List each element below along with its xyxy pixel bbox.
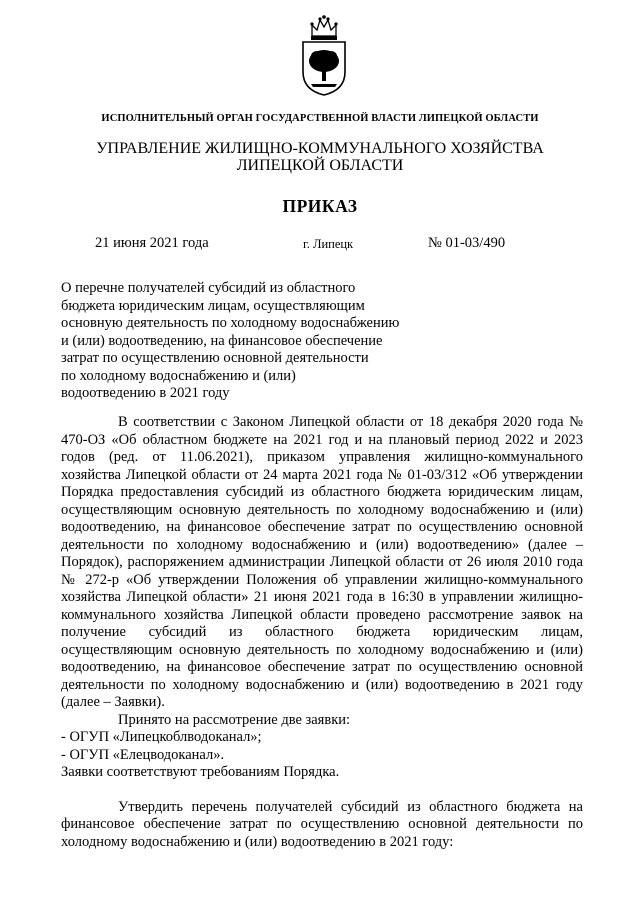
- body-paragraph-resolution: Утвердить перечень получателей субсидий из областного бюджета на финансовое обеспечение затрат по осуществлению основной деятельности по холодному водоснабжению и (или) водоотведению в 2021 году:: [61, 798, 583, 850]
- applicant-item: - ОГУП «Елецводоканал».: [61, 746, 225, 763]
- order-subject: [61, 280, 451, 403]
- applicant-item: - ОГУП «Липецкоблводоканал»;: [61, 729, 262, 745]
- accepted-applications-intro: Принято на рассмотрение две заявки:: [118, 711, 351, 728]
- department-line-1: УПРАВЛЕНИЕ ЖИЛИЩНО-КОММУНАЛЬНОГО ХОЗЯЙСТВА: [96, 140, 544, 157]
- document-type-title: ПРИКАЗ: [282, 196, 358, 216]
- coat-of-arms-icon: [299, 14, 349, 98]
- conformity-statement: Заявки соответствуют требованиям Порядка.: [61, 764, 340, 780]
- subject-line: бюджета юридическим лицам, осуществляющим: [61, 297, 365, 314]
- subject-line: О перечне получателей субсидий из областного: [61, 280, 356, 296]
- order-number: № 01-03/490: [428, 235, 506, 251]
- order-city: г. Липецк: [303, 237, 354, 251]
- issuing-authority: ИСПОЛНИТЕЛЬНЫЙ ОРГАН ГОСУДАРСТВЕННОЙ ВЛАСТИ ЛИПЕЦКОЙ ОБЛАСТИ: [101, 113, 539, 124]
- department-line-2: ЛИПЕЦКОЙ ОБЛАСТИ: [236, 157, 404, 174]
- order-date: 21 июня 2021 года: [95, 235, 209, 251]
- department-name: [0, 140, 640, 174]
- body-paragraph-preamble: В соответствии с Законом Липецкой области от 18 декабря 2020 года № 470-ОЗ «Об областном бюджете на 2021 год и на плановый период 2022 и 2023 годов (ред. от 11.06.2021), приказом управления жилищно-коммунального хозяйства Липецкой области от 24 марта 2021 года № 01-03/312 «Об утверждении Порядка предоставления субсидий из областного бюджета юридическим лицам, осуществляющим основную деятельность по холодному водоснабжению и (или) водоотведению, на финансовое обеспечение затрат по осуществлению основной деятельности по холодному водоснабжению и (или) водоотведению» (далее – Порядок), распоряжением администрации Липецкой области от 26 июля 2010 года № 272-р «Об утверждении Положения об управлении жилищно-коммунального хозяйства Липецкой области» 21 июня 2021 года в 16:30 в управлении жилищно-коммунального хозяйства Липецкой области проведено рассмотрение заявок на получение субсидий из областного бюджета юридическим лицам, осуществляющим основную деятельность по холодному водоснабжению и (или) водоотведению, на финансовое обеспечение затрат по осуществлению основной деятельности по холодному водоснабжению и (или) водоотведению в 2021 году (далее – Заявки).: [61, 414, 583, 710]
- subject-line: по холодному водоснабжению и (или): [61, 367, 296, 384]
- subject-line: затрат по осуществлению основной деятельности: [61, 350, 369, 366]
- subject-line: водоотведению в 2021 году: [61, 385, 230, 401]
- order-body: [61, 414, 583, 851]
- subject-line: и (или) водоотведению, на финансовое обеспечение: [61, 332, 383, 349]
- subject-line: основную деятельность по холодному водоснабжению: [61, 315, 400, 331]
